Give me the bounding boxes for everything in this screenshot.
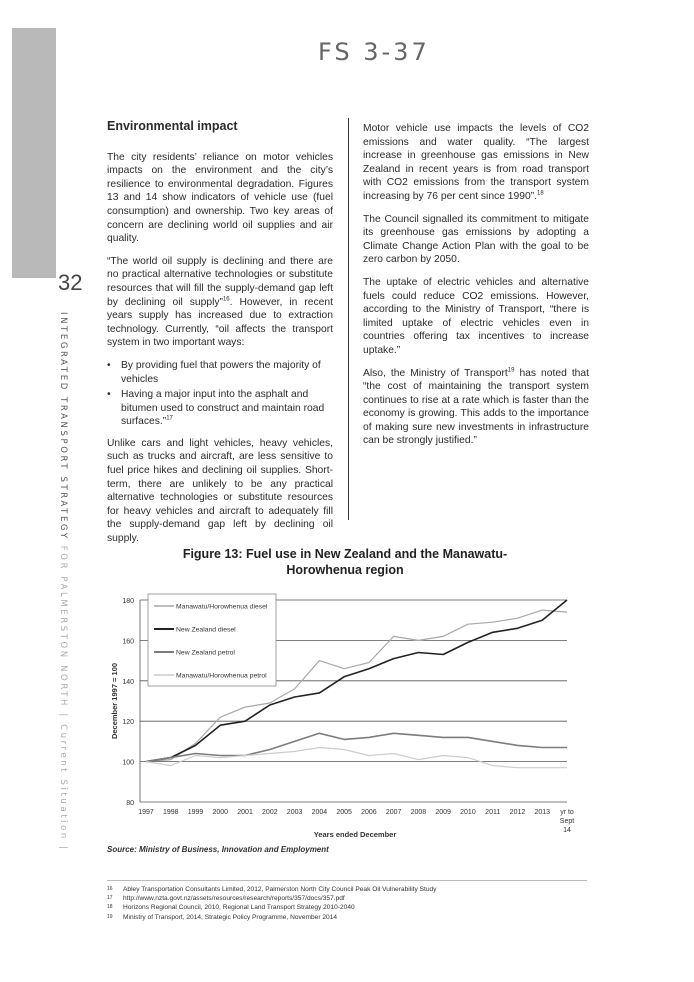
footnote-ref: 19 [507,367,515,374]
fuel-use-line-chart [100,590,580,842]
legend-label: New Zealand diesel [176,626,236,634]
figure-title: Figure 13: Fuel use in New Zealand and the Manawatu-Horowhenua region [182,547,508,577]
x-tick-label: 2011 [485,809,501,816]
list-item [121,388,333,429]
footnote-ref: 17 [166,415,173,422]
x-tick-label: 2002 [262,809,278,816]
paragraph: The uptake of electric vehicles and alternative fuels could reduce CO2 emissions. However, according to the Ministry of Transport, “there is limited uptake of electric vehicles even in countries offering tax incentives to increase uptake.” [363,276,589,356]
column-divider [348,118,349,520]
footnote [107,913,587,922]
paragraph: The Council signalled its commitment to mitigate its greenhouse gas emissions by adopting a Climate Change Action Plan with the goal to be zero carbon by 2050. [363,213,589,266]
x-tick-label: 2005 [336,809,352,816]
footnote-number: 19 [107,913,113,920]
figure-source: Source: Ministry of Business, Innovation and Employment [107,845,329,854]
right-column [363,122,589,457]
x-tick-label: 2012 [509,809,526,816]
x-tick-label: 2006 [361,809,377,816]
y-tick-label: 80 [126,800,134,807]
list-item: • By providing fuel that powers the majority of vehicles [121,359,333,386]
side-title-section: | Current Situation | [58,713,68,852]
series-line [146,748,567,768]
list-item-text: Having a major input into the asphalt and bitumen used to construct and maintain road surfaces.” [121,389,325,428]
paragraph-text: Motor vehicle use impacts the levels of CO2 emissions and water quality. “The largest increase in greenhouse gas emissions in New Zealand in recent years is from road transport with CO2 emissions from the transport system increasing by 76 per cent since 1990”. [363,123,589,202]
x-tick-label: 2013 [534,809,551,816]
footnote [107,894,587,903]
side-title-main: INTEGRATED TRANSPORT STRATEGY [58,312,68,541]
x-tick-label: 2001 [237,809,253,816]
footnote-number: 16 [107,886,113,892]
x-tick-label: 2009 [435,809,451,816]
x-tick-label: 1998 [162,809,179,816]
footnote-text: Abley Transportation Consultants Limited, 2012, Palmerston North City Council Peak Oil Vulnerability Study [123,886,437,893]
footnote [107,903,587,912]
y-tick-label: 120 [122,719,134,727]
x-tick-label: 2003 [286,809,303,816]
footnote-ref: 16 [222,296,230,303]
bullet-list [107,359,333,429]
y-tick-label: 140 [122,678,134,686]
footnote-number: 17 [107,895,113,902]
paragraph [363,367,589,449]
paragraph [363,122,589,204]
section-heading: Environmental impact [107,119,238,133]
footnote [107,885,587,894]
footnote-ref: 18 [537,190,544,197]
side-running-title [58,312,68,852]
x-tick-label: 2000 [212,809,229,816]
side-tab-bar [12,28,56,278]
footnotes [107,880,587,922]
legend-label: Manawatu/Horowhenua petrol [176,672,267,680]
y-tick-label: 160 [122,638,134,646]
y-tick-label: 180 [122,598,134,605]
paragraph: Unlike cars and light vehicles, heavy vehicles, such as trucks and aircraft, are less sensitive to fuel price hikes and declining oil supplies. Short-term, there are unlikely to be any practical alternative technologies or substitute resources for heavy vehicles and aircraft to adequately fill the supply-demand gap left by declining oil supply. [107,437,333,545]
footnote-text: http://www.nzta.govt.nz/assets/resources/research/reports/357/docs/357.pdf [123,895,345,903]
x-tick-label: 2010 [460,809,476,816]
paragraph-text: has noted that “the cost of maintaining the transport system continues to rise at a rate which is faster than the economy is growing. This adds to the importance of making sure new investments in infrastructure can be strongly justified.” [363,367,589,447]
left-column [107,118,333,555]
legend-label: New Zealand petrol [176,649,235,657]
legend-label: Manawatu/Horowhenua diesel [176,603,268,611]
x-tick-label: yr to Sept 14 [559,809,575,834]
x-tick-label: 2008 [410,809,427,816]
paragraph: The city residents’ reliance on motor vehicles impacts on the environment and the city’s resilience to environmental degradation. Figures 13 and 14 show indicators of vehicle use (fuel consumption) and ownership. Two key areas of concern are declining world oil supplies and air quality. [107,151,333,245]
x-tick-label: 1997 [138,809,154,816]
y-axis-label: December 1997 = 100 [110,662,119,740]
paragraph [107,255,333,350]
series-line [146,733,567,761]
paragraph-text: Also, the Ministry of Transport [363,367,508,379]
x-tick-label: 1999 [187,809,204,816]
x-axis-label: Years ended December [313,830,397,839]
footnote-text: Ministry of Transport, 2014, Strategic Policy Programme, November 2014 [123,913,338,921]
side-title-sub: FOR PALMERSTON NORTH [58,545,68,708]
y-tick-label: 100 [122,759,134,767]
handwritten-reference: FS 3-37 [318,38,430,66]
footnote-number: 18 [107,904,113,911]
footnote-text: Horizons Regional Council, 2010, Regional Land Transport Strategy 2010-2040 [123,904,355,912]
paragraph-text: . However, in recent years supply has increased due to extraction technology. Currently, “oil affects the transport system in two important ways: [107,296,333,349]
paragraph-text: “The world oil supply is declining and there are no practical alternative technologies or substitute resources that will fill the supply-demand gap left by declining oil supply” [107,255,333,308]
x-tick-label: 2007 [385,809,402,816]
x-tick-label: 2004 [311,809,328,816]
page-number: 32 [58,270,83,295]
